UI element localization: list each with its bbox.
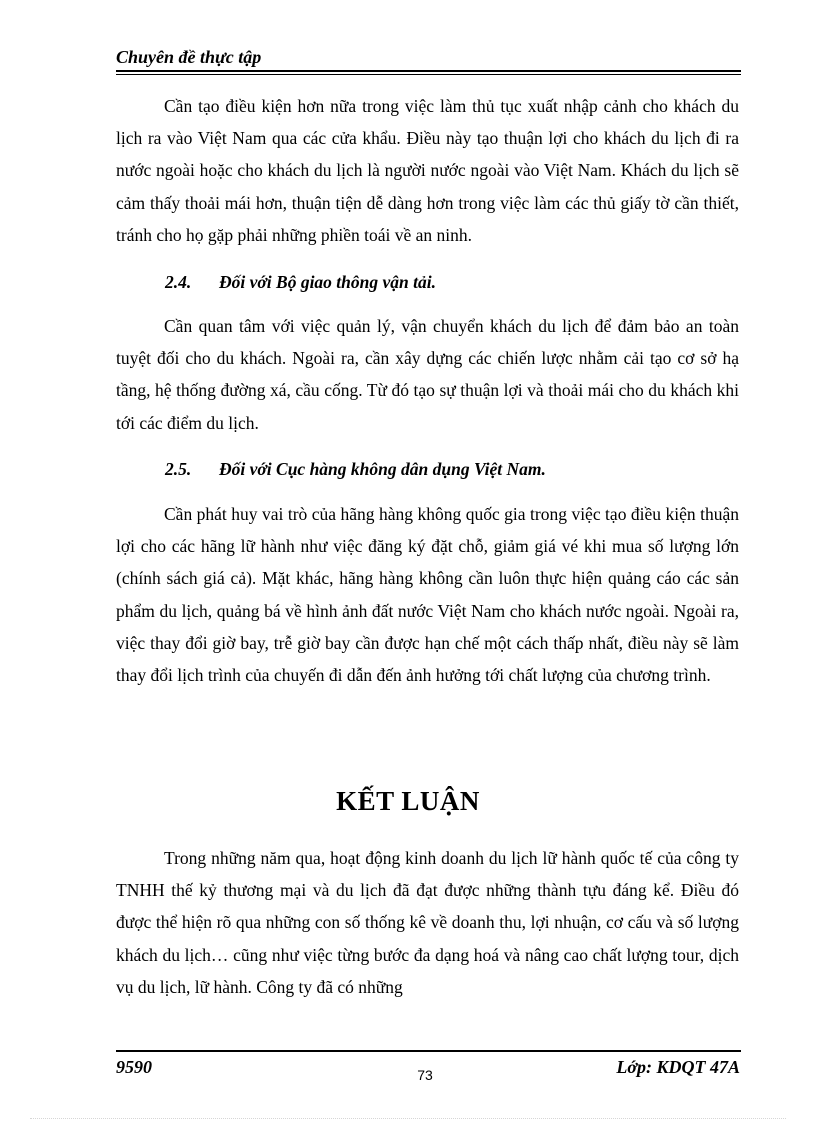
paragraph-transport: Cần quan tâm với việc quản lý, vận chuyển khách du lịch để đảm bảo an toàn tuyệt đối cho du khách. Ngoài ra, cần xây dựng các chiến lược nhằm cải tạo cơ sở hạ tầng, hệ thống đường xá, cầu cống. Từ đó tạo sự thuận lợi và thoải mái cho du khách khi tới các điểm du lịch.: [116, 316, 739, 433]
chapter-title: KẾT LUẬN: [336, 786, 480, 816]
page-number: 73: [417, 1067, 433, 1083]
section-number: 2.4.: [165, 272, 192, 292]
header-rule-thin: [116, 74, 741, 75]
header-rule-thick: [116, 70, 741, 72]
page-bottom-divider: [30, 1118, 786, 1119]
section-number: 2.5.: [165, 459, 192, 479]
footer-class: Lớp: KDQT 47A: [616, 1057, 740, 1077]
paragraph-aviation: Cần phát huy vai trò của hãng hàng không quốc gia trong việc tạo điều kiện thuận lợi cho các hãng lữ hành như việc đăng ký đặt chỗ, giảm giá vé khi mua số lượng lớn (chính sách giá cả). Mặt khác, hãng hàng không cần luôn thực hiện quảng cáo các sản phẩm du lịch, quảng bá về hình ảnh đất nước Việt Nam cho khách nước ngoài. Ngoài ra, việc thay đổi giờ bay, trễ giờ bay cần được hạn chế một cách thấp nhất, điều này sẽ làm thay đổi lịch trình của chuyến đi dẫn đến ảnh hưởng tới chất lượng của chương trình.: [116, 504, 739, 686]
paragraph-customs: Cần tạo điều kiện hơn nữa trong việc làm thủ tục xuất nhập cảnh cho khách du lịch ra vào Việt Nam qua các cửa khẩu. Điều này tạo thuận lợi cho khách du lịch đi ra nước ngoài hoặc cho khách du lịch là người nước ngoài vào Việt Nam. Khách du lịch sẽ cảm thấy thoải mái hơn, thuận tiện dễ dàng hơn trong việc làm các thủ giấy tờ cần thiết, tránh cho họ gặp phải những phiền toái về an ninh.: [116, 96, 739, 245]
header-title: Chuyên đề thực tập: [116, 47, 262, 67]
footer-rule: [116, 1050, 741, 1052]
paragraph-conclusion: Trong những năm qua, hoạt động kinh doanh du lịch lữ hành quốc tế của công ty TNHH thế kỷ thương mại và du lịch đã đạt được những thành tựu đáng kể. Điều đó được thể hiện rõ qua những con số thống kê về doanh thu, lợi nhuận, cơ cấu và số lượng khách du lịch… cũng như việc từng bước đa dạng hoá và nâng cao chất lượng tour, dịch vụ du lịch, lữ hành. Công ty đã có những: [116, 848, 739, 997]
footer-student-id: 9590: [116, 1057, 152, 1077]
section-title: Đối với Cục hàng không dân dụng Việt Nam.: [219, 459, 546, 479]
section-title: Đối với Bộ giao thông vận tải.: [219, 272, 436, 292]
